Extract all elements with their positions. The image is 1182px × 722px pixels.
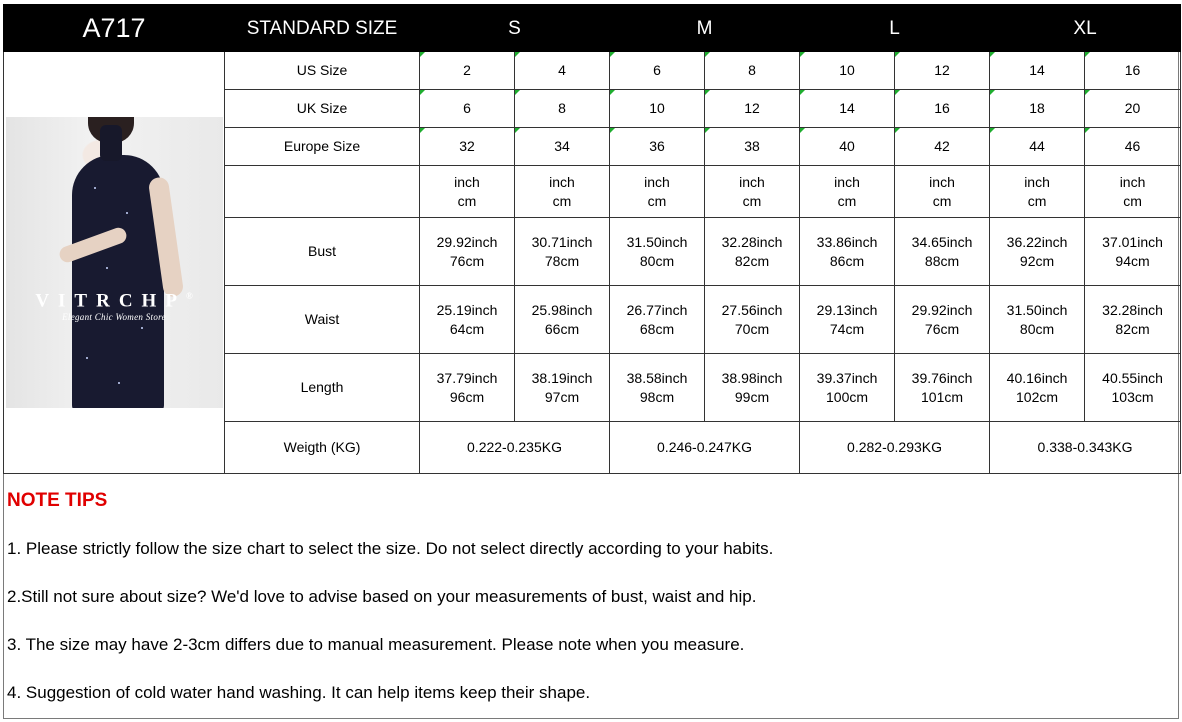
registered-mark: ® xyxy=(185,291,193,301)
size-m-header: M xyxy=(610,5,800,52)
unit-cell: inch cm xyxy=(515,166,610,218)
brand-tagline: Elegant Chic Women Store xyxy=(62,312,166,323)
size-cell: 12 xyxy=(895,52,990,90)
size-chart-table xyxy=(3,4,1181,474)
weight-cell: 0.338-0.343KG xyxy=(990,422,1181,474)
size-cell: 16 xyxy=(895,90,990,128)
measure-cell: 30.71inch 78cm xyxy=(515,218,610,286)
size-cell: 20 xyxy=(1085,90,1181,128)
measure-cell: 29.92inch 76cm xyxy=(420,218,515,286)
row-label: Bust xyxy=(225,218,420,286)
size-cell: 18 xyxy=(990,90,1085,128)
size-cell: 8 xyxy=(515,90,610,128)
unit-cell: inch cm xyxy=(610,166,705,218)
measure-cell: 38.58inch 98cm xyxy=(610,354,705,422)
standard-size-label: STANDARD SIZE xyxy=(225,5,420,52)
size-cell: 16 xyxy=(1085,52,1181,90)
measure-cell: 40.55inch 103cm xyxy=(1085,354,1181,422)
size-cell: 8 xyxy=(705,52,800,90)
measure-cell: 39.76inch 101cm xyxy=(895,354,990,422)
unit-cell: inch cm xyxy=(895,166,990,218)
measure-cell: 32.28inch 82cm xyxy=(1085,286,1181,354)
measure-cell: 27.56inch 70cm xyxy=(705,286,800,354)
measure-cell: 32.28inch 82cm xyxy=(705,218,800,286)
size-cell: 4 xyxy=(515,52,610,90)
measure-cell: 36.22inch 92cm xyxy=(990,218,1085,286)
brand-logo xyxy=(6,287,223,327)
weight-cell: 0.246-0.247KG xyxy=(610,422,800,474)
measure-cell: 25.19inch 64cm xyxy=(420,286,515,354)
measure-cell: 38.98inch 99cm xyxy=(705,354,800,422)
size-cell: 14 xyxy=(800,90,895,128)
size-cell: 6 xyxy=(420,90,515,128)
note-tips-title: NOTE TIPS xyxy=(7,490,108,511)
measure-cell: 33.86inch 86cm xyxy=(800,218,895,286)
measure-cell: 31.50inch 80cm xyxy=(610,218,705,286)
unit-cell: inch cm xyxy=(990,166,1085,218)
note-tips-section xyxy=(7,487,1157,717)
row-label: Waist xyxy=(225,286,420,354)
row-label: Europe Size xyxy=(225,128,420,166)
size-l-header: L xyxy=(800,5,990,52)
size-xl-header: XL xyxy=(990,5,1181,52)
size-cell: 44 xyxy=(990,128,1085,166)
brand-name: VITRCHP xyxy=(35,290,186,312)
size-cell: 12 xyxy=(705,90,800,128)
size-cell: 10 xyxy=(610,90,705,128)
measure-cell: 29.13inch 74cm xyxy=(800,286,895,354)
measure-cell: 31.50inch 80cm xyxy=(990,286,1085,354)
size-cell: 40 xyxy=(800,128,895,166)
row-label: Weigth (KG) xyxy=(225,422,420,474)
note-tip: 4. Suggestion of cold water hand washing. It can help items keep their shape. xyxy=(7,683,591,702)
measure-cell: 40.16inch 102cm xyxy=(990,354,1085,422)
unit-cell: inch cm xyxy=(705,166,800,218)
size-cell: 2 xyxy=(420,52,515,90)
weight-cell: 0.282-0.293KG xyxy=(800,422,990,474)
size-cell: 32 xyxy=(420,128,515,166)
row-label: Length xyxy=(225,354,420,422)
size-cell: 42 xyxy=(895,128,990,166)
weight-cell: 0.222-0.235KG xyxy=(420,422,610,474)
size-cell: 46 xyxy=(1085,128,1181,166)
size-cell: 38 xyxy=(705,128,800,166)
measure-cell: 39.37inch 100cm xyxy=(800,354,895,422)
size-cell: 36 xyxy=(610,128,705,166)
size-cell: 34 xyxy=(515,128,610,166)
product-code: A717 xyxy=(4,5,225,52)
measure-cell: 25.98inch 66cm xyxy=(515,286,610,354)
size-cell: 10 xyxy=(800,52,895,90)
row-label: UK Size xyxy=(225,90,420,128)
measure-cell: 37.01inch 94cm xyxy=(1085,218,1181,286)
size-s-header: S xyxy=(420,5,610,52)
note-tip: 1. Please strictly follow the size chart to select the size. Do not select directly according to your habits. xyxy=(7,539,774,558)
measure-cell: 38.19inch 97cm xyxy=(515,354,610,422)
size-cell: 14 xyxy=(990,52,1085,90)
product-photo-cell xyxy=(4,52,225,474)
note-tip: 2.Still not sure about size? We'd love to advise based on your measurements of bust, waist and hip. xyxy=(7,587,757,606)
unit-cell: inch cm xyxy=(800,166,895,218)
row-label xyxy=(225,166,420,218)
unit-cell: inch cm xyxy=(1085,166,1181,218)
note-tip: 3. The size may have 2-3cm differs due to manual measurement. Please note when you measure. xyxy=(7,635,745,654)
header-row xyxy=(4,5,1181,52)
product-photo xyxy=(6,117,223,408)
measure-cell: 29.92inch 76cm xyxy=(895,286,990,354)
us-size-row xyxy=(4,52,1181,90)
measure-cell: 34.65inch 88cm xyxy=(895,218,990,286)
measure-cell: 37.79inch 96cm xyxy=(420,354,515,422)
size-cell: 6 xyxy=(610,52,705,90)
row-label: US Size xyxy=(225,52,420,90)
measure-cell: 26.77inch 68cm xyxy=(610,286,705,354)
unit-cell: inch cm xyxy=(420,166,515,218)
